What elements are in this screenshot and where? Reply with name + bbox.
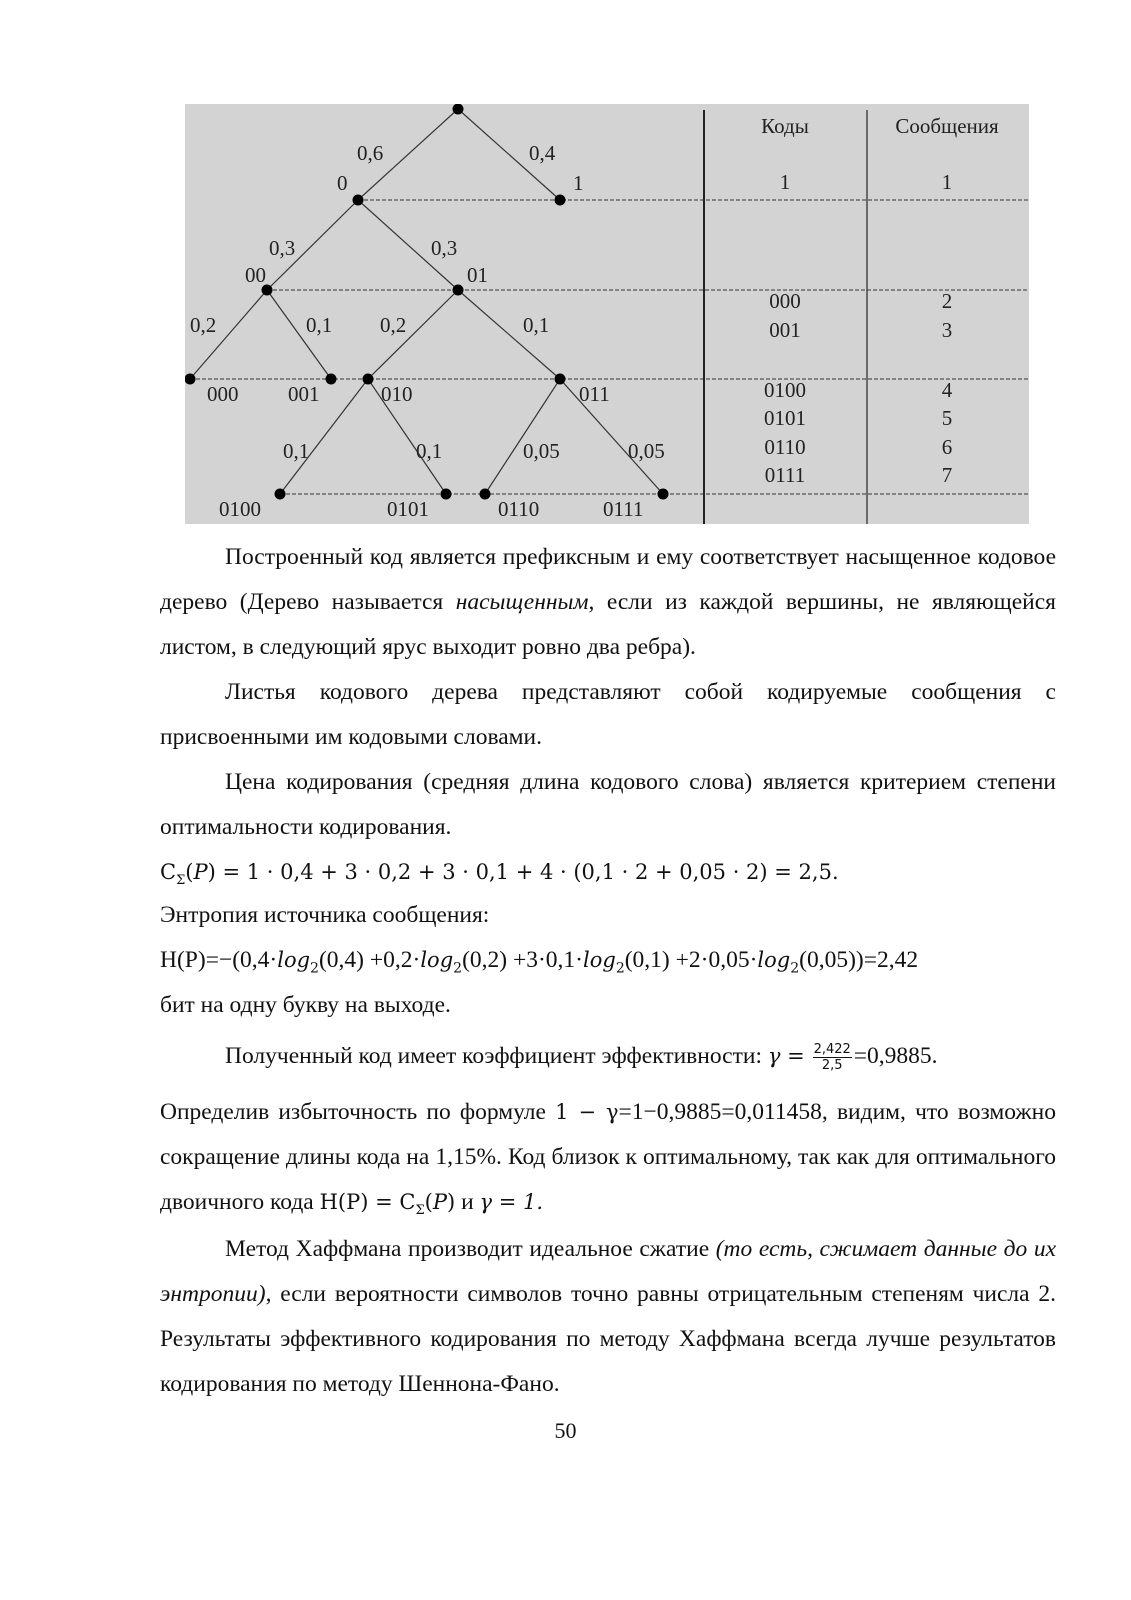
paragraph-text: , если из каждой вершины, не являющейся листом, в следующий ярус выходит ровно два ребра).: [160, 589, 1056, 660]
formula-entropy: $H(P)=-(0,4\cdot\log_2(0,4) +0,2\cdot\log_2(0,2) +3\cdot 0,1\cdot\log_2(0,1) +2\cdot 0,05\cdot\log_2(0,05))=2,42$: [160, 947, 919, 977]
paragraph-text: и: [455, 1189, 480, 1215]
fraction-denominator: 2,5: [821, 1058, 843, 1074]
node-code-label: 0101: [387, 497, 429, 521]
edge-prob-label: 0,3: [431, 236, 458, 260]
node-code-label: 1: [573, 171, 584, 195]
paragraph-redundancy: Определив избыточность по формуле 1 − γ=1−0,9885=0,011458, видим, что возможно сокращение длины кода на 1,15%. Код близок к оптимальному, так как для оптимального двоичного кода $H(P) = C_\Sigma(P)$ и γ = 1.: [160, 1099, 1056, 1219]
tree-node-0110: [480, 489, 491, 500]
tree-node-0100: [275, 489, 286, 500]
tree-node-011: [555, 374, 566, 385]
gamma-symbol: γ =: [767, 1044, 805, 1068]
paragraph-text: Цена кодирования (средняя длина кодового слова) является критерием степени оптимальности кодирования.: [160, 769, 1056, 840]
node-code-label: 011: [579, 382, 610, 406]
node-code-label: 01: [467, 263, 488, 287]
tree-root-node: [453, 104, 464, 115]
edge-prob-label: 0,3: [269, 236, 296, 260]
table-message-cell: 5: [941, 406, 953, 430]
paragraph-text: Метод Хаффмана производит идеальное сжатие: [225, 1236, 716, 1262]
table-code-cell: 0101: [764, 406, 806, 430]
edge-prob-label: 0,05: [628, 439, 665, 463]
table-code-cell: 0100: [764, 378, 806, 402]
table-code-cell: 0111: [764, 463, 806, 487]
formula-text: H(P)=−(0,4·: [160, 947, 278, 973]
paragraph-text: =1−0,9885=0,011458, видим, что возможно сокращение длины кода на 1,15%. Код близок к оптимальному, так как для оптимального двоичного кода: [160, 1099, 1056, 1215]
paragraph-prefix-code: [160, 535, 1056, 670]
node-code-label: 0100: [219, 497, 261, 521]
log-symbol: log: [277, 948, 311, 972]
paragraph-text: Построенный код является префиксным и ему соответствует насыщенное кодовое дерево (Дерево называется: [160, 544, 1056, 615]
paragraph-text: если вероятности символов точно равны отрицательным степеням числа 2. Результаты эффективного кодирования по методу Хаффмана всегда лучше результатов кодирования по методу Шеннона-Фано.: [160, 1281, 1056, 1397]
paragraph-text: Полученный код имеет коэффициент эффективности:: [225, 1043, 768, 1069]
formula-text: (0,4) +0,2·: [318, 947, 421, 973]
italic-term: насыщенным: [455, 589, 589, 615]
node-code-label: 001: [288, 382, 320, 406]
italic-phrase: (то есть, сжимает данные до их энтропии),: [160, 1236, 1056, 1307]
formula-text: (0,05))=2,42: [799, 947, 919, 973]
entropy-symbol: H(P) =: [319, 1190, 400, 1214]
formula-text: (0,1) +2·0,05·: [624, 947, 758, 973]
entropy-label: Энтропия источника сообщения:: [160, 902, 490, 928]
fraction-numerator: 2,422: [813, 1042, 851, 1058]
log-symbol: log: [757, 948, 791, 972]
table-header-messages: Сообщения: [895, 114, 999, 138]
tree-node-01: [453, 285, 464, 296]
coding-tree-figure: [185, 104, 1029, 524]
node-code-label: 0111: [603, 497, 644, 521]
page-number: 50: [554, 1418, 577, 1443]
tree-node-0101: [441, 489, 452, 500]
table-message-cell: 6: [941, 435, 953, 459]
paragraph-cost: [160, 760, 1056, 850]
coding-tree-diagram: [185, 104, 1029, 524]
table-message-cell: 1: [941, 170, 953, 194]
node-code-label: 010: [381, 382, 413, 406]
edge-prob-label: 0,1: [523, 313, 550, 337]
log-symbol: log: [420, 948, 454, 972]
log-symbol: log: [583, 948, 616, 972]
node-code-label: 00: [245, 263, 266, 287]
node-code-label: 000: [207, 382, 239, 406]
paragraph-leaves: [160, 670, 1056, 760]
tree-node-0: [353, 195, 364, 206]
redundancy-formula: 1 − γ: [555, 1100, 619, 1124]
paragraph-text: =0,9885.: [853, 1043, 938, 1069]
efficiency-fraction: [813, 1042, 852, 1073]
node-code-label: 0: [337, 171, 348, 195]
bits-line: бит на одну букву на выходе.: [160, 992, 451, 1018]
edge-prob-label: 0,6: [357, 141, 384, 165]
formula-text: (0,2) +3·0,1·: [462, 947, 583, 973]
paragraph-text: Определив избыточность по формуле: [160, 1099, 556, 1125]
edge-prob-label: 0,1: [283, 439, 310, 463]
edge-prob-label: 0,05: [523, 439, 560, 463]
edge-prob-label: 0,1: [416, 439, 443, 463]
table-message-cell: 3: [941, 318, 953, 342]
tree-node-0111: [658, 489, 669, 500]
node-code-label: 0110: [498, 497, 540, 521]
table-message-cell: 2: [941, 289, 953, 313]
edge-prob-label: 0,2: [380, 313, 407, 337]
edge-prob-label: 0,4: [529, 141, 556, 165]
table-code-cell: 001: [769, 318, 801, 342]
tree-node-000: [185, 374, 196, 385]
gamma-equation: γ = 1.: [479, 1190, 544, 1214]
edge-prob-label: 0,1: [306, 313, 333, 337]
table-message-cell: 7: [941, 463, 953, 487]
table-code-cell: 0110: [764, 435, 806, 459]
table-code-cell: 1: [779, 170, 791, 194]
paragraph-huffman: [160, 1227, 1056, 1407]
tree-node-010: [363, 374, 374, 385]
formula-text: = 1 · 0,4 + 3 · 0,2 + 3 · 0,1 + 4 · (0,1 · 2 + 0,05 · 2) = 2,5.: [222, 860, 839, 884]
table-header-codes: Коды: [761, 114, 809, 138]
tree-node-001: [326, 374, 337, 385]
table-message-cell: 4: [941, 378, 953, 402]
tree-node-1: [555, 195, 566, 206]
paragraph-efficiency: [160, 1034, 1056, 1079]
table-code-cell: 000: [769, 289, 801, 313]
paragraph-text: Листья кодового дерева представляют собой кодируемые сообщения с присвоенными им кодовыми словами.: [160, 679, 1056, 750]
edge-prob-label: 0,2: [190, 313, 217, 337]
formula-cost: $C_\Sigma(P) = 1 \cdot 0,4 + 3 \cdot 0,2 + 3 \cdot 0,1 + 4 \cdot (0,1 \cdot 2 + 0,05 \cdot 2) = 2,5$.: [160, 860, 839, 889]
